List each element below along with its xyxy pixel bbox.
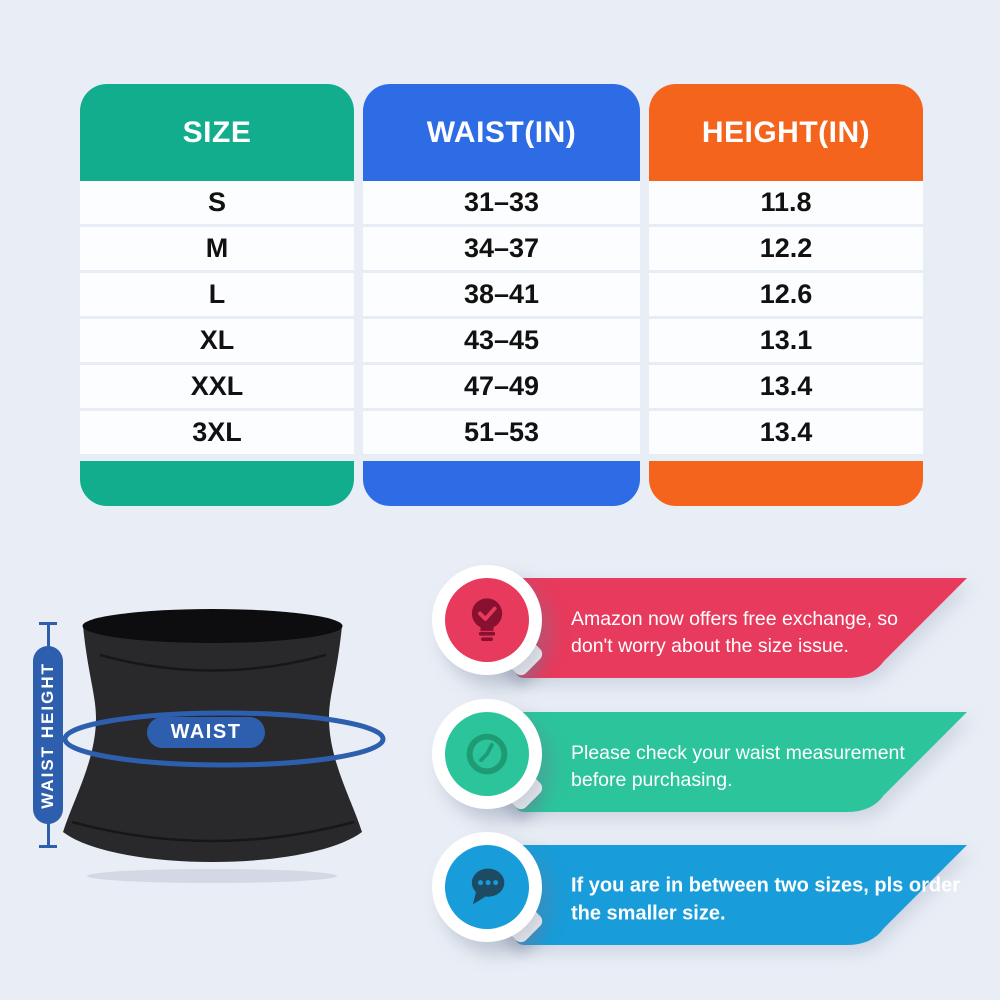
size-cell: M bbox=[80, 227, 354, 273]
waist-column bbox=[363, 84, 640, 506]
trainer-shadow bbox=[87, 869, 337, 883]
waist-height-label-capsule bbox=[33, 646, 63, 824]
callout-free-exchange bbox=[432, 578, 968, 688]
height-cell: 12.2 bbox=[649, 227, 923, 273]
callout-badge bbox=[432, 565, 542, 675]
waist-label: WAIST bbox=[170, 721, 242, 743]
column-header-waist: WAIST(IN) bbox=[363, 84, 640, 181]
size-cell: L bbox=[80, 273, 354, 319]
callout-check-measurement bbox=[432, 712, 968, 822]
size-column bbox=[80, 84, 354, 506]
waist-cell: 51–53 bbox=[363, 411, 640, 457]
callout-badge bbox=[432, 699, 542, 809]
waist-label-pill bbox=[147, 717, 265, 748]
height-cell: 13.4 bbox=[649, 411, 923, 457]
size-chart-table bbox=[80, 84, 923, 506]
callout-text: Please check your waist measurement before purchasing. bbox=[571, 742, 905, 791]
measure-cap-bottom bbox=[39, 845, 57, 848]
height-cell: 11.8 bbox=[649, 181, 923, 227]
height-cell: 12.6 bbox=[649, 273, 923, 319]
waist-cell: 38–41 bbox=[363, 273, 640, 319]
height-cell: 13.1 bbox=[649, 319, 923, 365]
trainer-opening bbox=[83, 609, 343, 643]
clock-icon bbox=[461, 728, 513, 780]
callout-text: If you are in between two sizes, pls order the smaller size. bbox=[571, 874, 960, 924]
height-column bbox=[649, 84, 923, 506]
size-cell: S bbox=[80, 181, 354, 227]
column-header-size: SIZE bbox=[80, 84, 354, 181]
badge-inner-circle bbox=[445, 578, 529, 662]
column-footer-bar bbox=[649, 461, 923, 506]
callout-badge bbox=[432, 832, 542, 942]
waist-cell: 43–45 bbox=[363, 319, 640, 365]
height-cell: 13.4 bbox=[649, 365, 923, 411]
waist-cell: 47–49 bbox=[363, 365, 640, 411]
callout-text: Amazon now offers free exchange, so don't worry about the size issue. bbox=[571, 608, 898, 657]
size-cell: XL bbox=[80, 319, 354, 365]
size-cell: XXL bbox=[80, 365, 354, 411]
column-header-height: HEIGHT(IN) bbox=[649, 84, 923, 181]
lightbulb-check-icon bbox=[461, 594, 513, 646]
column-footer-bar bbox=[80, 461, 354, 506]
measure-cap-top bbox=[39, 622, 57, 625]
callout-between-sizes bbox=[432, 845, 968, 955]
badge-inner-circle bbox=[445, 845, 529, 929]
waist-height-label: WAIST HEIGHT bbox=[38, 661, 57, 809]
waist-cell: 34–37 bbox=[363, 227, 640, 273]
waist-height-measure bbox=[30, 622, 66, 848]
column-footer-bar bbox=[363, 461, 640, 506]
size-cell: 3XL bbox=[80, 411, 354, 457]
waist-cell: 31–33 bbox=[363, 181, 640, 227]
badge-inner-circle bbox=[445, 712, 529, 796]
chat-dots-icon bbox=[461, 861, 513, 913]
